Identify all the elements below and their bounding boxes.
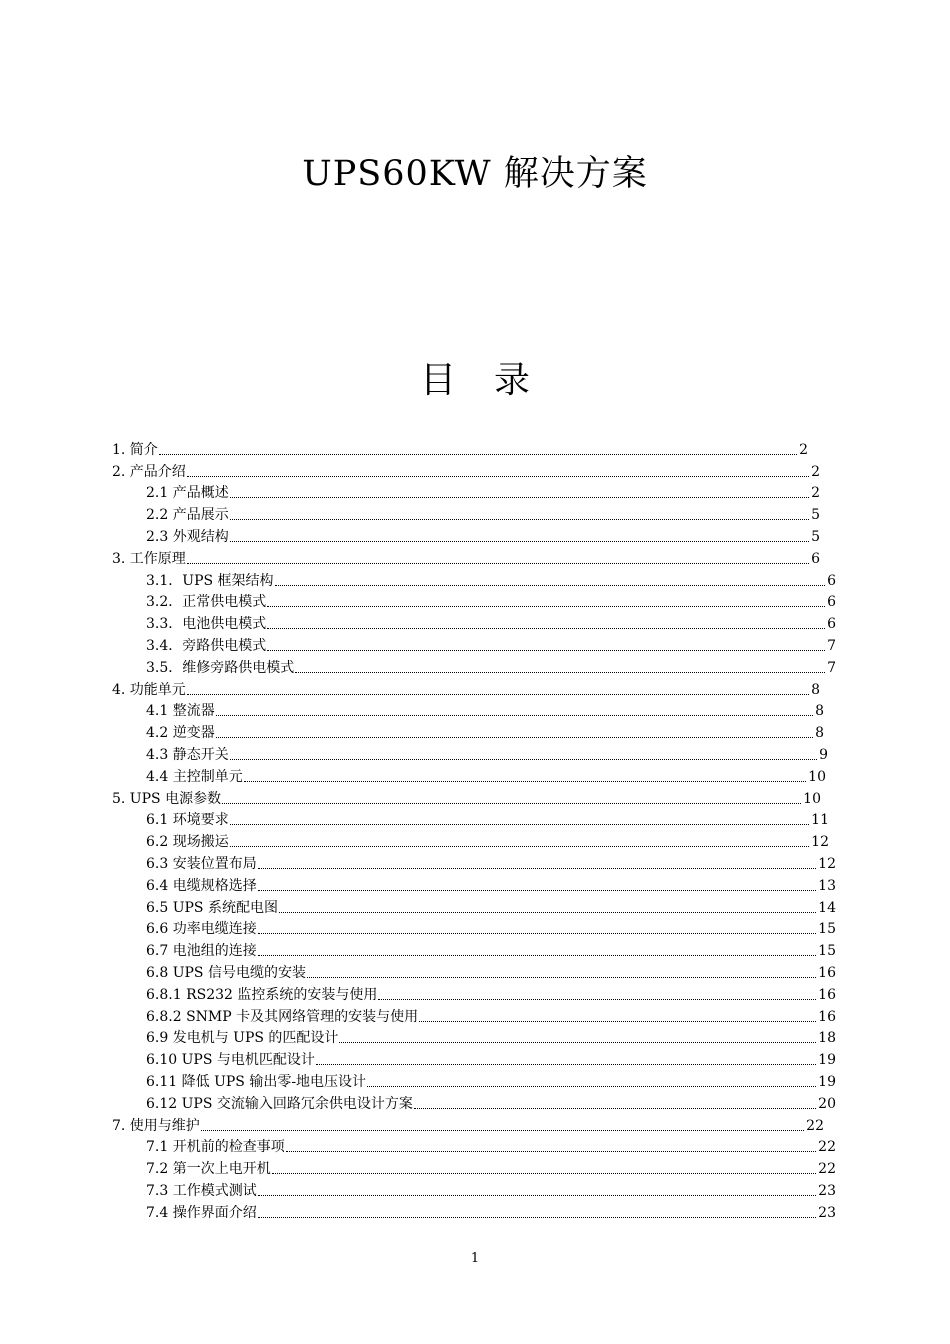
- toc-entry[interactable]: [0, 919, 836, 941]
- toc-entry-page: 2: [811, 485, 820, 502]
- toc-entry-label: 5. UPS 电源参数: [112, 790, 222, 807]
- toc-entry[interactable]: [0, 897, 836, 919]
- toc-entry-page: 2: [811, 463, 820, 480]
- toc-dot-leader: [159, 443, 797, 457]
- toc-entry[interactable]: [0, 766, 826, 788]
- toc-entry-label: 6.3 安装位置布局: [146, 856, 257, 873]
- toc-entry-page: 11: [811, 812, 829, 829]
- toc-dot-leader: [230, 835, 809, 849]
- toc-entry-page: 10: [808, 768, 826, 785]
- toc-dot-leader: [216, 726, 813, 740]
- toc-entry-page: 8: [811, 681, 820, 698]
- toc-entry[interactable]: [0, 1071, 836, 1093]
- toc-entry-page: 16: [818, 965, 836, 982]
- toc-entry[interactable]: [0, 788, 821, 810]
- table-of-contents: [0, 439, 950, 1224]
- toc-entry-page: 7: [827, 659, 836, 676]
- toc-entry-page: 5: [811, 507, 820, 524]
- toc-entry[interactable]: [0, 461, 820, 483]
- toc-dot-leader: [258, 857, 816, 871]
- toc-entry-page: 6: [827, 594, 836, 611]
- toc-entry-page: 23: [818, 1182, 836, 1199]
- toc-dot-leader: [244, 770, 806, 784]
- toc-entry-page: 19: [818, 1052, 836, 1069]
- toc-entry-label: 6.6 功率电缆连接: [146, 921, 257, 938]
- toc-dot-leader: [230, 508, 809, 522]
- toc-entry-label: 4. 功能单元: [112, 681, 186, 698]
- toc-entry[interactable]: [0, 1158, 836, 1180]
- toc-entry-label: 6.2 现场搬运: [146, 834, 229, 851]
- toc-dot-leader: [230, 486, 809, 500]
- toc-dot-leader: [419, 1010, 816, 1024]
- toc-entry-page: 14: [818, 899, 836, 916]
- toc-entry[interactable]: [0, 635, 836, 657]
- toc-dot-leader: [272, 1162, 816, 1176]
- toc-entry[interactable]: [0, 1093, 836, 1115]
- toc-entry[interactable]: [0, 1180, 836, 1202]
- toc-dot-leader: [286, 1140, 816, 1154]
- toc-dot-leader: [258, 1206, 816, 1220]
- toc-entry[interactable]: [0, 570, 836, 592]
- toc-dot-leader: [267, 639, 825, 653]
- toc-entry-page: 13: [818, 877, 836, 894]
- toc-entry[interactable]: [0, 940, 836, 962]
- toc-entry[interactable]: [0, 1006, 836, 1028]
- toc-entry-label: 6.1 环境要求: [146, 812, 229, 829]
- toc-entry[interactable]: [0, 1049, 836, 1071]
- toc-dot-leader: [258, 1184, 816, 1198]
- toc-dot-leader: [267, 617, 825, 631]
- toc-entry-page: 15: [818, 943, 836, 960]
- toc-entry-label: 6.8 UPS 信号电缆的安装: [146, 965, 306, 982]
- toc-entry-label: 3.3．电池供电模式: [146, 616, 267, 633]
- toc-entry-label: 3.5．维修旁路供电模式: [146, 659, 295, 676]
- toc-entry[interactable]: [0, 483, 820, 505]
- toc-entry[interactable]: [0, 1137, 836, 1159]
- toc-entry-page: 18: [818, 1030, 836, 1047]
- toc-entry-label: 2.1 产品概述: [146, 485, 229, 502]
- toc-entry[interactable]: [0, 831, 829, 853]
- toc-dot-leader: [339, 1031, 816, 1045]
- toc-entry-label: 6.12 UPS 交流输入回路冗余供电设计方案: [146, 1095, 413, 1112]
- toc-entry-label: 2.2 产品展示: [146, 507, 229, 524]
- toc-entry[interactable]: [0, 701, 824, 723]
- toc-entry-page: 22: [818, 1139, 836, 1156]
- toc-entry-page: 12: [811, 834, 829, 851]
- toc-dot-leader: [201, 1119, 804, 1133]
- toc-dot-leader: [307, 966, 816, 980]
- toc-dot-leader: [258, 922, 816, 936]
- toc-entry-page: 22: [818, 1161, 836, 1178]
- toc-entry-page: 7: [827, 638, 836, 655]
- toc-entry-page: 19: [818, 1074, 836, 1090]
- toc-entry-label: 4.1 整流器: [146, 703, 215, 720]
- toc-dot-leader: [216, 704, 813, 718]
- toc-entry[interactable]: [0, 613, 836, 635]
- toc-entry[interactable]: [0, 744, 828, 766]
- toc-entry[interactable]: [0, 657, 836, 679]
- toc-entry-label: 2. 产品介绍: [112, 463, 186, 480]
- toc-entry-label: 7.4 操作界面介绍: [146, 1204, 257, 1221]
- toc-dot-leader: [367, 1075, 816, 1089]
- toc-entry-page: 2: [799, 441, 808, 458]
- toc-heading: 目录: [419, 360, 568, 401]
- toc-entry-label: 6.4 电缆规格选择: [146, 877, 257, 894]
- toc-entry-label: 6.7 电池组的连接: [146, 943, 257, 960]
- toc-dot-leader: [230, 813, 809, 827]
- toc-entry-label: 7. 使用与维护: [112, 1117, 200, 1134]
- toc-entry-page: 6: [827, 616, 836, 633]
- toc-entry[interactable]: [0, 1202, 836, 1224]
- toc-entry[interactable]: [0, 526, 820, 548]
- toc-dot-leader: [316, 1053, 816, 1067]
- toc-dot-leader: [275, 574, 826, 588]
- toc-entry-label: 3. 工作原理: [112, 550, 186, 567]
- toc-entry-label: 7.3 工作模式测试: [146, 1182, 257, 1199]
- toc-entry-label: 1. 简介: [112, 441, 158, 458]
- toc-entry-page: 23: [818, 1204, 836, 1221]
- toc-dot-leader: [230, 748, 817, 762]
- toc-entry-page: 8: [815, 725, 824, 742]
- toc-dot-leader: [187, 683, 809, 697]
- toc-entry-label: 6.10 UPS 与电机匹配设计: [146, 1052, 315, 1069]
- toc-entry-page: 9: [819, 747, 828, 764]
- toc-dot-leader: [187, 465, 809, 479]
- toc-entry-label: 3.4．旁路供电模式: [146, 638, 267, 655]
- toc-entry-page: 16: [818, 986, 836, 1003]
- toc-dot-leader: [222, 792, 801, 806]
- toc-entry-label: 6.8.1 RS232 监控系统的安装与使用: [146, 986, 378, 1003]
- toc-entry-label: 6.5 UPS 系统配电图: [146, 899, 278, 916]
- toc-entry[interactable]: [0, 875, 836, 897]
- toc-dot-leader: [295, 661, 825, 675]
- toc-entry-label: 3.2．正常供电模式: [146, 594, 267, 611]
- toc-entry-label: 7.1 开机前的检查事项: [146, 1139, 285, 1156]
- toc-entry-label: 6.8.2 SNMP 卡及其网络管理的安装与使用: [146, 1008, 419, 1025]
- document-title: UPS60KW 解决方案: [302, 154, 648, 194]
- toc-dot-leader: [378, 988, 816, 1002]
- toc-entry-page: 5: [811, 529, 820, 546]
- toc-entry-label: 4.3 静态开关: [146, 747, 229, 764]
- toc-entry[interactable]: [0, 810, 829, 832]
- toc-entry[interactable]: [0, 679, 820, 701]
- toc-dot-leader: [258, 879, 816, 893]
- toc-entry[interactable]: [0, 504, 820, 526]
- toc-dot-leader: [414, 1097, 816, 1111]
- toc-entry[interactable]: [0, 722, 824, 744]
- toc-entry-label: 4.2 逆变器: [146, 725, 215, 742]
- toc-dot-leader: [230, 530, 809, 544]
- toc-entry-page: 10: [803, 790, 821, 807]
- page-number: 1: [470, 1251, 480, 1266]
- toc-entry[interactable]: [0, 592, 836, 614]
- toc-entry-page: 6: [827, 572, 836, 589]
- toc-entry-label: 6.9 发电机与 UPS 的匹配设计: [146, 1030, 339, 1047]
- toc-entry-page: 6: [811, 550, 820, 567]
- toc-entry-page: 16: [818, 1008, 836, 1025]
- toc-entry[interactable]: [0, 439, 808, 461]
- toc-entry-label: 6.11 降低 UPS 输出零-地电压设计: [146, 1074, 367, 1090]
- toc-entry-page: 15: [818, 921, 836, 938]
- toc-entry[interactable]: [0, 548, 820, 570]
- toc-entry-page: 12: [818, 856, 836, 873]
- toc-entry-page: 22: [806, 1117, 824, 1134]
- toc-entry[interactable]: [0, 853, 836, 875]
- toc-entry-label: 7.2 第一次上电开机: [146, 1161, 271, 1178]
- toc-dot-leader: [258, 944, 816, 958]
- toc-entry-page: 20: [818, 1095, 836, 1112]
- toc-entry[interactable]: [0, 984, 836, 1006]
- toc-entry-label: 2.3 外观结构: [146, 529, 229, 546]
- toc-entry-page: 8: [815, 703, 824, 720]
- toc-entry-label: 3.1．UPS 框架结构: [146, 572, 274, 589]
- toc-dot-leader: [279, 901, 816, 915]
- toc-entry[interactable]: [0, 962, 836, 984]
- toc-entry[interactable]: [0, 1028, 836, 1050]
- toc-entry[interactable]: [0, 1115, 824, 1137]
- toc-dot-leader: [187, 552, 809, 566]
- toc-dot-leader: [267, 595, 825, 609]
- toc-entry-label: 4.4 主控制单元: [146, 768, 243, 785]
